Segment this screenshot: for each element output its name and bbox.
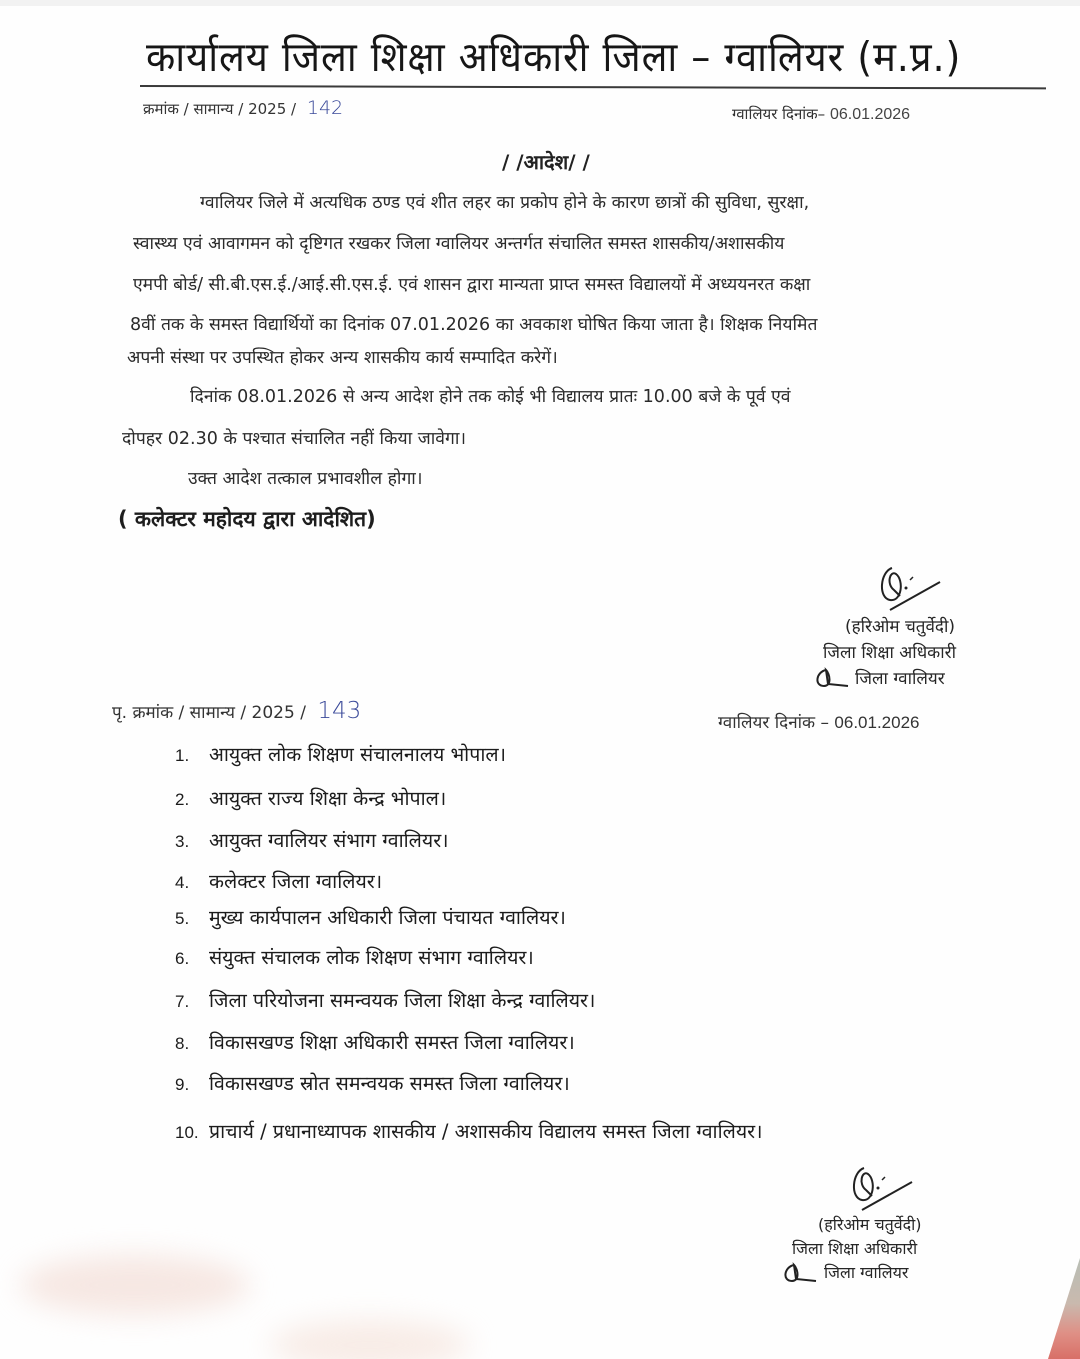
handwritten-initials-icon [812, 666, 852, 692]
signatory-district: जिला ग्वालियर [824, 1263, 909, 1282]
paragraph-1-line-4: 8वीं तक के समस्त विद्यार्थियों का दिनांक 07.01.2026 का अवकाश घोषित किया जाता है। शिक्षक नियमित [130, 315, 818, 335]
list-item: 7. जिला परियोजना समन्वयक जिला शिक्षा केन्द्र ग्वालियर। [175, 989, 596, 1012]
list-item: 8. विकासखण्ड शिक्षा अधिकारी समस्त जिला ग्वालियर। [175, 1031, 575, 1054]
endorsement-place-date-label: ग्वालियर दिनांक – [718, 713, 830, 733]
handwritten-endorsement-number: 143 [317, 698, 362, 724]
reference-prefix: क्रमांक / सामान्य / 2025 / [143, 100, 297, 118]
list-item: 3. आयुक्त ग्वालियर संभाग ग्वालियर। [175, 829, 449, 852]
handwritten-initials-icon [780, 1261, 820, 1287]
paper-smudge [20, 1255, 250, 1315]
paragraph-3-line-1: उक्त आदेश तत्काल प्रभावशील होगा। [188, 469, 423, 489]
header-rule [140, 85, 1046, 89]
signatory-designation: जिला शिक्षा अधिकारी [792, 1239, 918, 1258]
place-date-label: ग्वालियर दिनांक– [732, 105, 826, 123]
list-item: 2. आयुक्त राज्य शिक्षा केन्द्र भोपाल। [175, 787, 447, 810]
signature-block-1 [823, 615, 956, 691]
signatory-name: (हरिओम चतुर्वेदी) [845, 617, 955, 637]
collector-order-note: ( कलेक्टर महोदय द्वारा आदेशित) [118, 507, 376, 531]
scan-top-edge [0, 0, 1080, 6]
endorsement-reference [112, 698, 361, 724]
endorsement-date: 06.01.2026 [834, 713, 920, 732]
endorsement-prefix: पृ. क्रमांक / सामान्य / 2025 / [112, 703, 306, 723]
endorsement-place-date [718, 710, 920, 733]
reference-number [143, 97, 343, 119]
signatory-name: (हरिओम चतुर्वेदी) [818, 1215, 922, 1234]
handwritten-signature-icon [870, 560, 960, 620]
header-date: 06.01.2026 [829, 106, 911, 123]
handwritten-reference-number: 142 [306, 97, 344, 119]
paragraph-1-line-1: ग्वालियर जिले में अत्यधिक ठण्ड एवं शीत लहर का प्रकोप होने के कारण छात्रों की सुविधा, सुरक्षा, [200, 193, 810, 213]
background-object-edge [1048, 1258, 1080, 1359]
office-title: कार्यालय जिला शिक्षा अधिकारी जिला – ग्वालियर (म.प्र.) [146, 33, 962, 81]
paragraph-1-line-2: स्वास्थ्य एवं आवागमन को दृष्टिगत रखकर जिला ग्वालियर अन्तर्गत संचालित समस्त शासकीय/अशासकीय [133, 234, 785, 254]
order-heading: / /आदेश/ / [502, 150, 590, 174]
list-item: 5. मुख्य कार्यपालन अधिकारी जिला पंचायत ग्वालियर। [175, 906, 566, 929]
paragraph-1-line-3: एमपी बोर्ड/ सी.बी.एस.ई./आई.सी.एस.ई. एवं शासन द्वारा मान्यता प्राप्त समस्त विद्यालयों में अध्ययनरत कक्षा [133, 275, 811, 295]
paper-smudge [270, 1320, 470, 1359]
list-item: 6. संयुक्त संचालक लोक शिक्षण संभाग ग्वालियर। [175, 946, 534, 969]
list-item: 1. आयुक्त लोक शिक्षण संचालनालय भोपाल। [175, 743, 506, 766]
list-item: 9. विकासखण्ड स्रोत समन्वयक समस्त जिला ग्वालियर। [175, 1072, 570, 1095]
paragraph-2-line-2: दोपहर 02.30 के पश्चात संचालित नहीं किया जावेगा। [122, 429, 466, 449]
paragraph-2-line-1: दिनांक 08.01.2026 से अन्य आदेश होने तक कोई भी विद्यालय प्रातः 10.00 बजे के पूर्व एवं [190, 387, 791, 407]
header-place-date [732, 104, 910, 124]
signatory-designation: जिला शिक्षा अधिकारी [823, 643, 956, 663]
paragraph-1-line-5: अपनी संस्था पर उपस्थित होकर अन्य शासकीय कार्य सम्पादित करेगें। [127, 348, 558, 368]
handwritten-signature-icon [842, 1160, 932, 1220]
list-item: 10. प्राचार्य / प्रधानाध्यापक शासकीय / अशासकीय विद्यालय समस्त जिला ग्वालियर। [175, 1120, 763, 1143]
signatory-district: जिला ग्वालियर [855, 669, 945, 689]
list-item: 4. कलेक्टर जिला ग्वालियर। [175, 870, 383, 893]
signature-block-2 [792, 1213, 922, 1284]
